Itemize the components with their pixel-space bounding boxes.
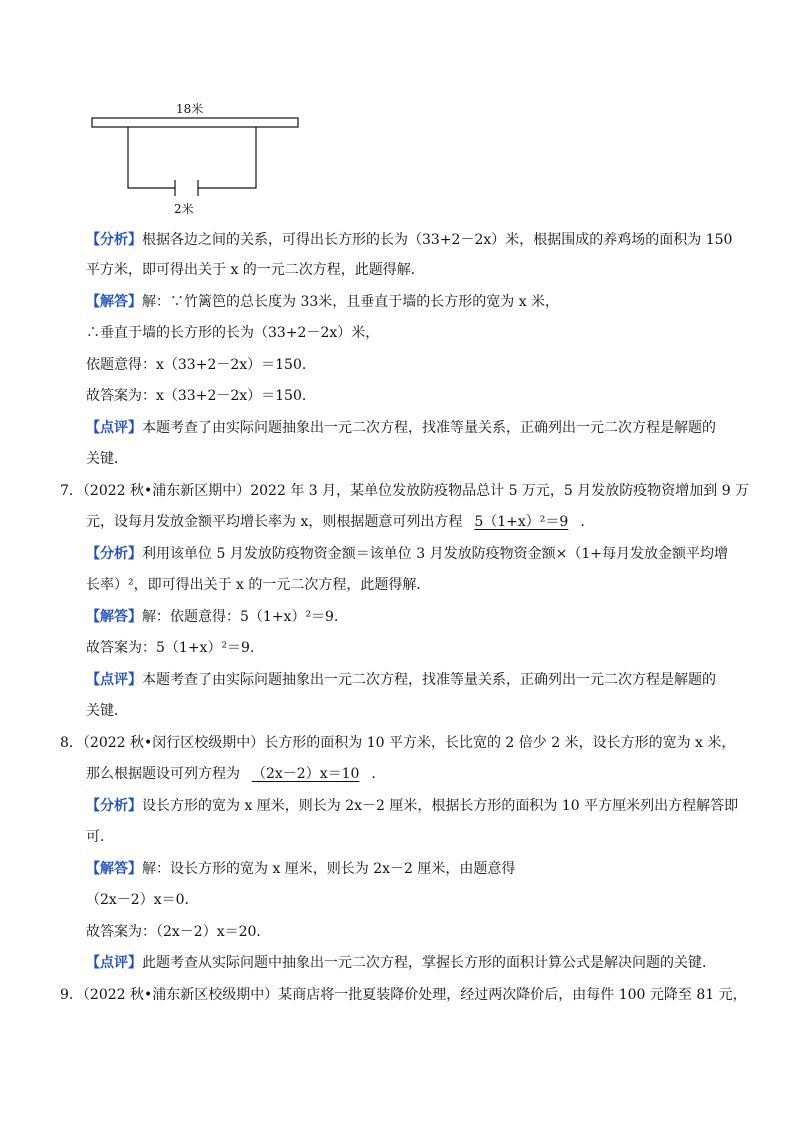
wall-length-label: 18米 bbox=[176, 102, 204, 116]
p6-answer-line-2: ∴垂直于墙的长方形的长为（33+2－2x）米， bbox=[86, 325, 380, 341]
q7-analysis-line-2: 长率）²，即可得出关于 x 的一元二次方程，此题得解． bbox=[86, 577, 431, 593]
fence-right bbox=[198, 127, 256, 188]
q8-answer-line-2: （2x－2）x＝0． bbox=[86, 892, 199, 908]
q9-question-line-1: 9．（2022 秋•浦东新区校级期中）某商店将一批夏装降价处理，经过两次降价后，由每件 100 元降至 81 元， bbox=[60, 987, 747, 1003]
comment-tag: 【点评】 bbox=[86, 672, 142, 688]
q8-answer-line-1: 【解答】解：设长方形的宽为 x 厘米，则长为 2x－2 厘米，由题意得 bbox=[86, 861, 516, 877]
q8-question-line-2: 那么根据题设可列方程为 （2x－2）x＝10 ． bbox=[86, 766, 386, 782]
fence-left bbox=[128, 127, 175, 188]
wall-rect bbox=[92, 118, 298, 127]
q7-answer-line-1: 【解答】解：依题意得：5（1+x）²＝9． bbox=[86, 609, 348, 625]
q8-comment-line-1: 【点评】此题考查从实际问题中抽象出一元二次方程，掌握长方形的面积计算公式是解决问题的关键． bbox=[86, 955, 716, 971]
answer-tag: 【解答】 bbox=[86, 861, 142, 877]
q8-analysis-line-1: 【分析】设长方形的宽为 x 厘米，则长为 2x－2 厘米，根据长方形的面积为 10 平方厘米列出方程解答即 bbox=[86, 798, 739, 814]
analysis-tag: 【分析】 bbox=[86, 546, 142, 562]
p6-answer-line-3: 依题意得：x（33+2－2x）＝150． bbox=[86, 357, 316, 373]
comment-tag: 【点评】 bbox=[86, 955, 142, 971]
p6-answer-line-1: 【解答】解：∵竹篱笆的总长度为 33米，且垂直于墙的长方形的宽为 x 米， bbox=[86, 294, 560, 310]
q8-answer-blank: （2x－2）x＝10 bbox=[252, 766, 360, 782]
q7-analysis-line-1: 【分析】利用该单位 5 月发放防疫物资金额＝该单位 3 月发放防疫物资金额×（1+每月发放金额平均增 bbox=[86, 546, 728, 562]
answer-tag: 【解答】 bbox=[86, 609, 142, 625]
fence-diagram bbox=[88, 98, 308, 216]
q7-question-line-2: 元，设每月发放金额平均增长率为 x，则根据题意可列出方程 5（1+x）²＝9 ． bbox=[86, 514, 595, 530]
p6-comment-line-2: 关键． bbox=[86, 451, 128, 467]
p6-answer-line-4: 故答案为：x（33+2－2x）＝150． bbox=[86, 388, 316, 404]
q8-analysis-line-2: 可． bbox=[86, 829, 114, 845]
analysis-tag: 【分析】 bbox=[86, 232, 142, 248]
answer-tag: 【解答】 bbox=[86, 294, 142, 310]
p6-analysis-line-2: 平方米，即可得出关于 x 的一元二次方程，此题得解． bbox=[86, 262, 425, 278]
gate-width-label: 2米 bbox=[174, 202, 194, 216]
q8-question-line-1: 8．（2022 秋•闵行区校级期中）长方形的面积为 10 平方米，长比宽的 2 倍少 2 米，设长方形的宽为 x 米， bbox=[60, 735, 736, 751]
q7-comment-line-2: 关键． bbox=[86, 703, 128, 719]
q8-answer-line-3: 故答案为：（2x－2）x＝20． bbox=[86, 924, 271, 940]
analysis-tag: 【分析】 bbox=[86, 798, 142, 814]
comment-tag: 【点评】 bbox=[86, 420, 142, 436]
q7-answer-blank: 5（1+x）²＝9 bbox=[474, 514, 569, 530]
p6-comment-line-1: 【点评】本题考查了由实际问题抽象出一元二次方程，找准等量关系，正确列出一元二次方程是解题的 bbox=[86, 420, 716, 436]
p6-analysis-line-1: 【分析】根据各边之间的关系，可得出长方形的长为（33+2－2x）米，根据围成的养鸡场的面积为 150 bbox=[86, 232, 733, 248]
q7-answer-line-2: 故答案为：5（1+x）²＝9． bbox=[86, 640, 264, 656]
q7-comment-line-1: 【点评】本题考查了由实际问题抽象出一元二次方程，找准等量关系，正确列出一元二次方程是解题的 bbox=[86, 672, 716, 688]
q7-question-line-1: 7．（2022 秋•浦东新区期中）2022 年 3 月，某单位发放防疫物品总计 5 万元，5 月发放防疫物资增加到 9 万 bbox=[60, 483, 750, 499]
